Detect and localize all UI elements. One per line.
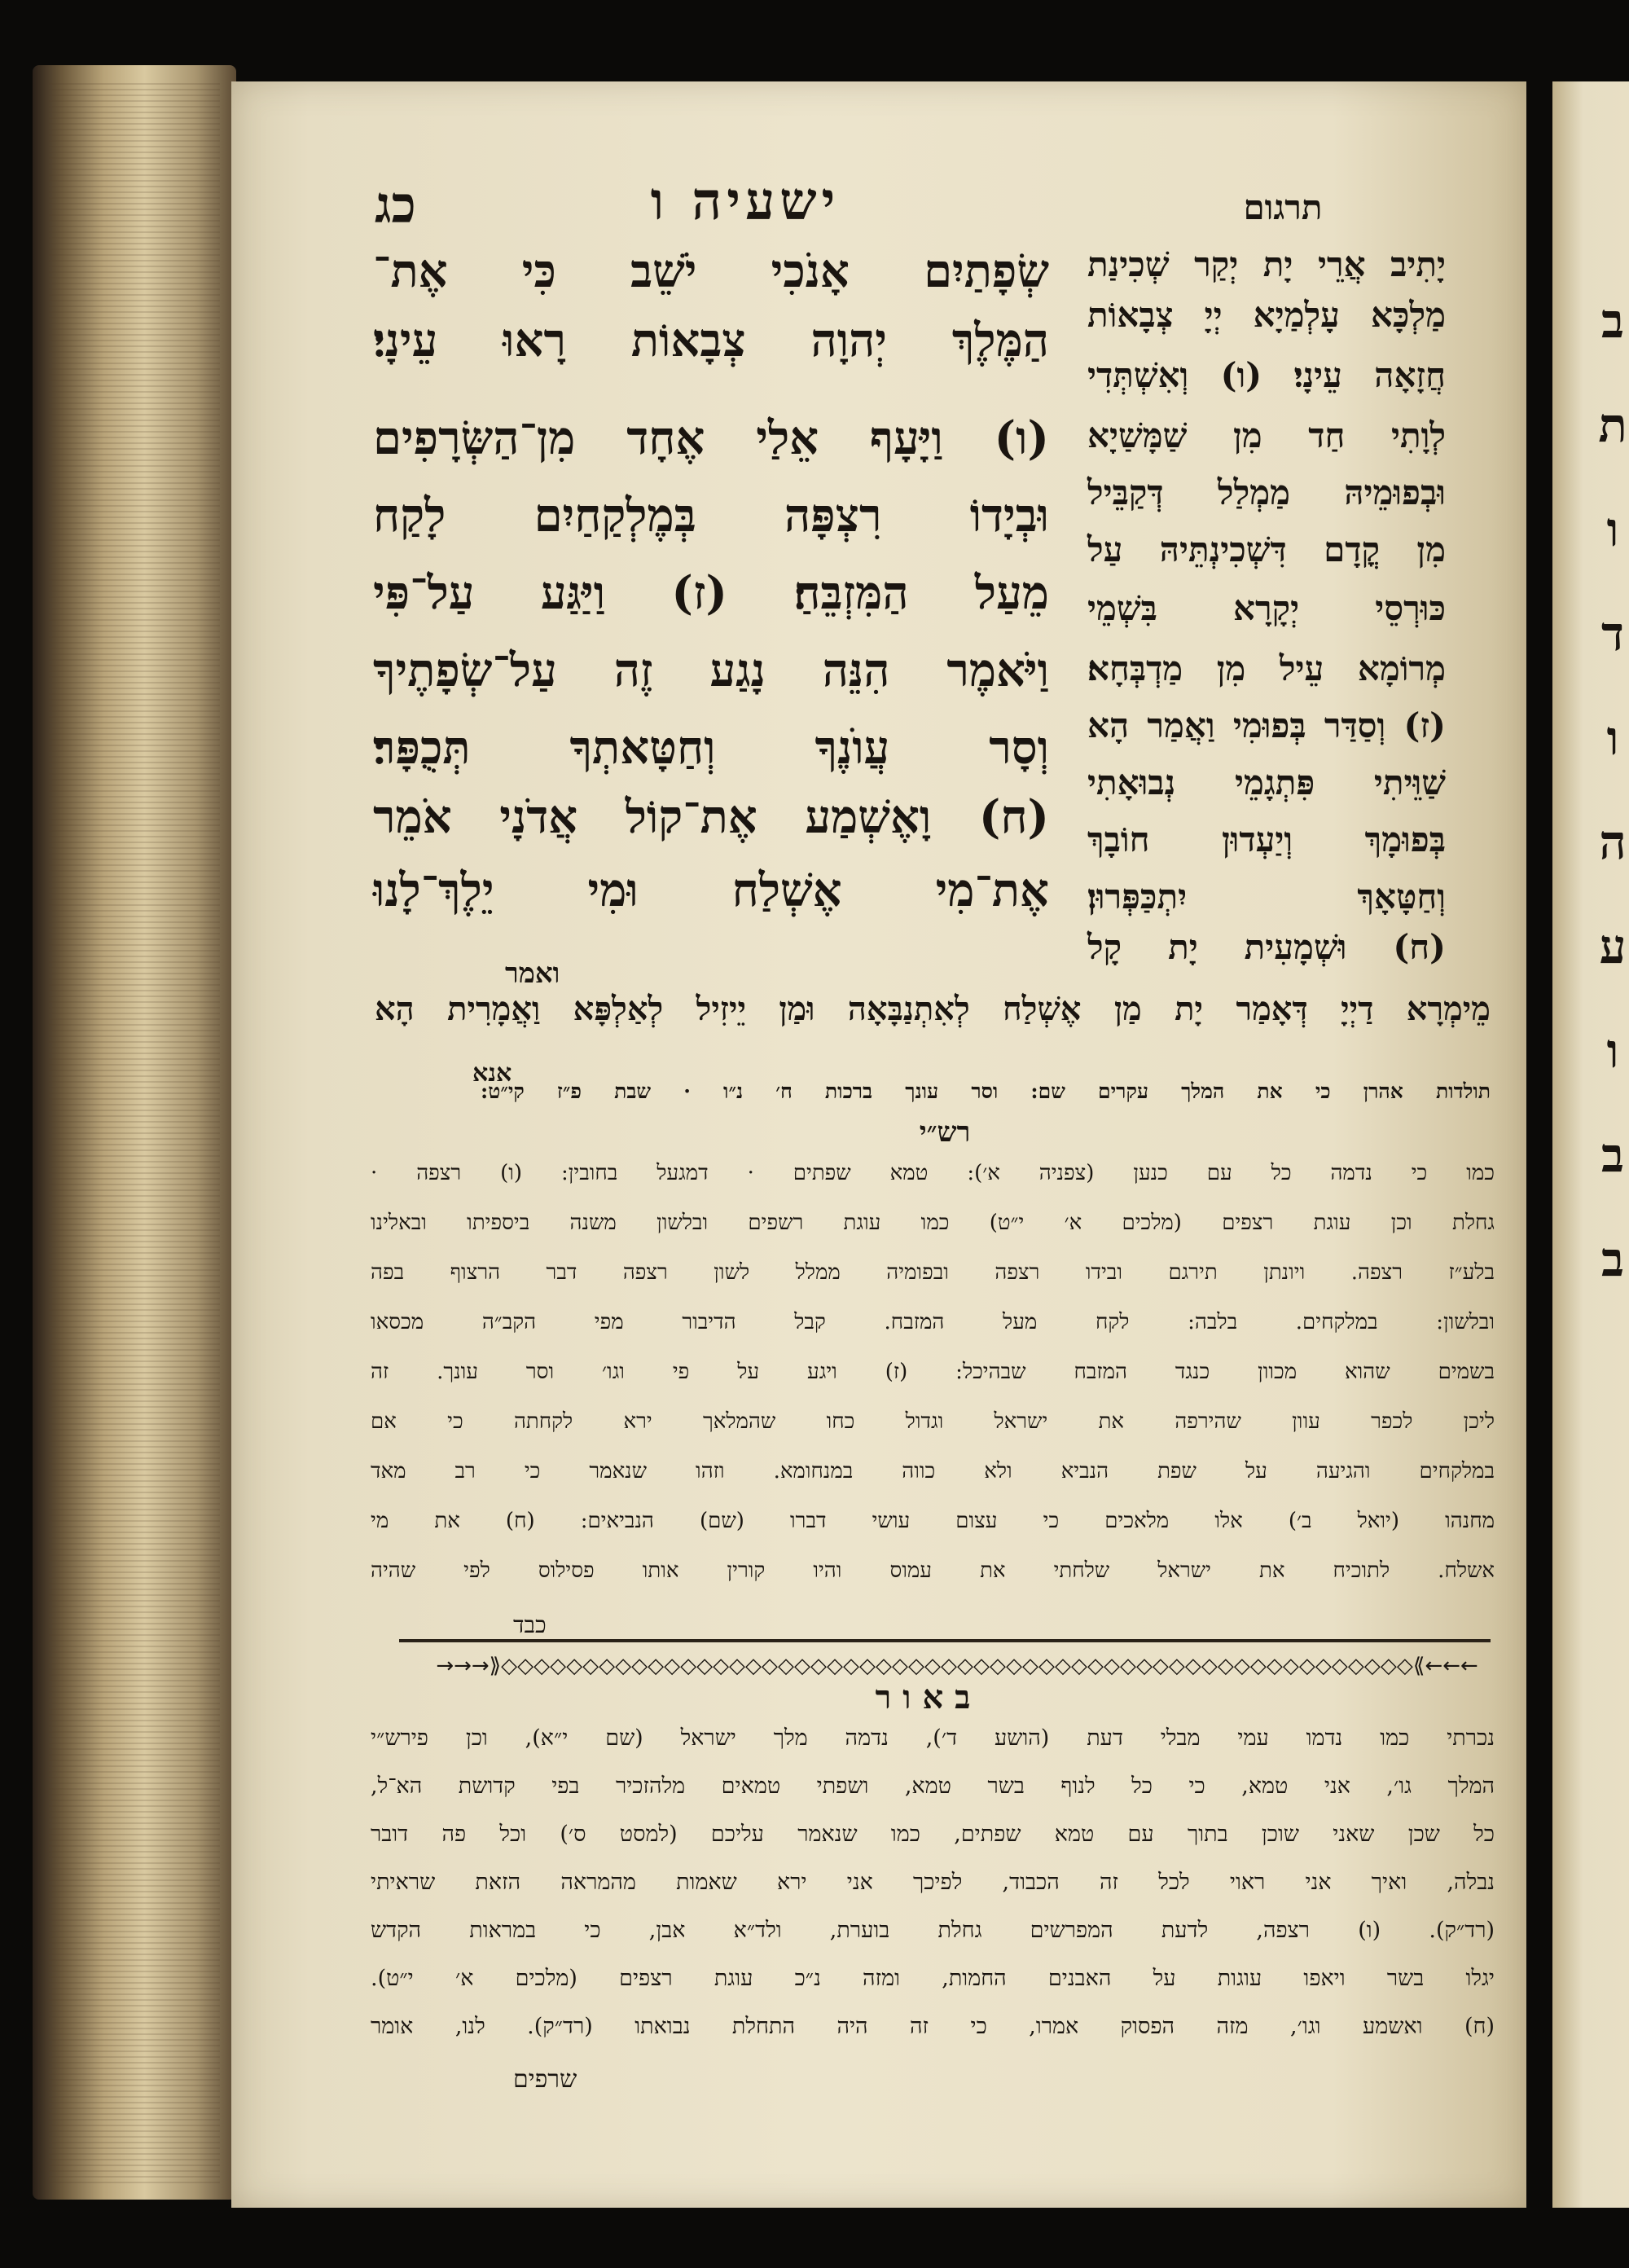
rashi-line: בלע״ז רצפה. ויונתן תירגם ובידו רצפה ובפומיה ממלל לשון רצפה דבר הרצוף בפה — [371, 1260, 1495, 1285]
targum-line: כּוּרְסֵי יְקָרָא בִּשְׁמֵי — [1087, 588, 1446, 628]
book-edge-lines — [49, 81, 220, 2183]
facing-letter: ב — [1601, 1127, 1624, 1183]
targum-line: חֲזָאָה עֵינָי׃ (ו) וְאִשְׁתְּדִי — [1087, 355, 1446, 395]
rashi-heading: רש״י — [919, 1116, 971, 1149]
targum-line: לְוָתִי חַד מִן שַׁמָּשַׁיָא — [1087, 415, 1446, 455]
rashi-line: במלקחים והגיעה על שפת הנביא ולא כווה במנחומא. וזהו שנאמר כי רב מאד — [371, 1459, 1495, 1483]
targum-line: מְרוֹמָא עֵיל מִן מַדְבְּחָא׃ — [1087, 648, 1446, 688]
biur-line: כל שכן שאני שוכן בתוך עם טמא שפתים, כמו שנאמר עליכם (למסט ס׳) וכל פה דובר — [371, 1822, 1495, 1847]
targum-catchword: אנא — [472, 1059, 512, 1088]
scripture-line: אֶת־מִי אֶשְׁלַח וּמִי יֵלֶךְ־לָנוּ — [373, 864, 1049, 917]
rashi-line: בשמים שהוא מכוון כנגד המזבח שבהיכל: (ז) ויגע על פי וגו׳ וסר עונך. זה — [371, 1360, 1495, 1384]
targum-heading: תרגום — [1243, 187, 1323, 227]
facing-letter: ד — [1601, 606, 1624, 662]
facing-letter: ו — [1606, 502, 1619, 557]
rashi-line: ובלשון: במלקחים. בלבה: לקח מעל המזבח. קבל הדיבור מפי הקב״ה מכסאו — [371, 1310, 1495, 1334]
book-title: ישעיה ו — [650, 171, 841, 232]
biur-line: נבלה, ואיך אני ראוי לכל זה הכבוד, לפיכך אני ירא שאמות מהמראה הזאת שראיתי — [371, 1870, 1495, 1895]
rashi-line: גחלת וכן עוגת רצפים (מלכים א׳ י״ט) כמו עוגת רשפים ובלשון משנה ביספיתו ובאלינו — [371, 1211, 1495, 1235]
scripture-line: (ו) וַיָּעָף אֵלַי אֶחָד מִן־הַשְּׂרָפִים — [373, 411, 1049, 465]
ornament-border: →→→⟫◇◇◇◇◇◇◇◇◇◇◇◇◇◇◇◇◇◇◇◇◇◇◇◇◇◇◇◇◇◇◇◇◇◇◇◇◇◇◇◇◇◇◇◇◇◇◇◇◇◇◇◇◇◇◇◇⟪←←← — [436, 1654, 1478, 1678]
biur-heading: באור — [875, 1678, 982, 1716]
rashi-line: ליכן לכפר עוון שהירפה את ישראל וגדול כחו שהמלאך ירא לקחתה כי אם — [371, 1409, 1495, 1434]
targum-line: (ח) וּשְׁמָעִית יָת קָל — [1087, 927, 1446, 967]
section-divider — [399, 1639, 1491, 1642]
targum-line: וְחַטָּאָךְ יִתְכַּפְּרוּן׃ — [1087, 877, 1446, 916]
scripture-line: מֵעַל הַמִּזְבֵּחַ׃ (ז) וַיַּגַּע עַל־פִּי — [373, 566, 1049, 620]
biur-line: (ח) ואשמע וגו׳, מזה הפסוק אמרו, כי זה היה התחלת נבואתו (רד״ק). לנו, אומר — [371, 2014, 1495, 2039]
rashi-catchword: כבד — [513, 1611, 547, 1638]
facing-page-letters — [1596, 269, 1629, 1312]
biur-line: יגלו בשר ויאפו עוגות על האבנים החמות, ומזה נ״כ עוגת רצפים (מלכים א׳ י״ט). — [371, 1966, 1495, 1991]
biur-line: נכרתי כמו נדמו עמי מבלי דעת (הושע ד׳), נדמה מלך ישראל (שם י״א), וכן פירש״י — [371, 1725, 1495, 1751]
scripture-line: שְׂפָתַיִם אָנֹכִי יֹשֵׁב כִּי אֶת־ — [373, 244, 1049, 298]
targum-line: בְּפוּמָךְ וְיַעְדוּן חוֹבָךְ — [1087, 820, 1446, 859]
targum-line: יָתִיב אֲרֵי יָת יְקַר שְׁכִינַת — [1087, 244, 1446, 284]
rashi-line: כמו כי נדמה כל עם כנען (צפניה א׳): טמא שפתים · דמגעל בחובין: (ו) רצפה · — [371, 1161, 1495, 1185]
facing-letter: ת — [1598, 398, 1627, 453]
page-number: כג — [375, 175, 416, 235]
biur-line: (רד״ק). (ו) רצפה, לדעת המפרשים גחלת בוערת, ולד״א אבן, כי במראות הקדש — [371, 1918, 1495, 1943]
facing-letter: ב — [1601, 293, 1624, 349]
facing-letter: ו — [1606, 710, 1619, 766]
targum-line: (ז) וְסַדַּר בְּפוּמִי וַאֲמַר הָא — [1087, 705, 1446, 745]
scripture-line: וַיֹּאמֶר הִנֵּה נָגַע זֶה עַל־שְׂפָתֶיךָ — [373, 644, 1049, 697]
scripture-line: (ח) וָאֶשְׁמַע אֶת־קוֹל אֲדֹנָי אֹמֵר — [373, 790, 1049, 844]
targum-line: שַׁוֵּיתִי פִּתְגָמֵי נְבוּאָתִי — [1087, 763, 1446, 802]
facing-letter: ע — [1599, 919, 1627, 974]
rashi-line: מחנהו (יואל ב׳) אלו מלאכים כי עצום עושי דברו (שם) הנביאים: (ח) את מי — [371, 1509, 1495, 1533]
scripture-line: וְסָר עֲוֺנֶךָ וְחַטָּאתְךָ תְּכֻפָּר׃ — [373, 721, 1049, 775]
scripture-line: הַמֶּלֶךְ יְהוָה צְבָאוֹת רָאוּ עֵינָי׃ — [373, 314, 1049, 367]
scripture-catchword: ואמר — [505, 957, 560, 990]
targum-line: וּבְפוּמֵיהּ מַמְלַל דְּקַבֵּיל — [1087, 472, 1446, 512]
toldot-aharon-line: תולדות אהרן כי את המלך עקרים שם: וסר עונך ברכות ח׳ נ״ו · שבת פ״ז קי״ט: — [481, 1079, 1491, 1103]
facing-letter: ו — [1606, 1023, 1619, 1079]
facing-letter: ב — [1601, 1232, 1624, 1287]
rashi-line: אשלח. לתוכיח את ישראל שלחתי את עמוס והיו קורין אותו פסילוס לפי שהיה — [371, 1558, 1495, 1583]
targum-continuation-line: מֵימְרָא דַיְיָ דְּאָמַר יָת מַן אֶשְׁלַח לְאִתְנַבָּאָה וּמַן יֵיזִיל לְאַלְפָּא וַאֲמָרִית הָא — [375, 990, 1491, 1028]
biur-catchword: שרפים — [513, 2065, 577, 2094]
biur-line: המלך גו׳, אני טמא, כי כל לנוף בשר טמא, ושפתי טמאים מלהזכיר בפי קדושת הא־ל, — [371, 1774, 1495, 1799]
targum-line: מַלְכָּא עָלְמַיָא יְיָ צְבָאוֹת — [1087, 295, 1446, 335]
facing-letter: ה — [1599, 815, 1627, 870]
scripture-line: וּבְיָדוֹ רִצְפָּה בְּמֶלְקַחַיִם לָקַח — [373, 489, 1049, 543]
targum-line: מִן קֳדָם דִּשְׁכִינְתֵּיהּ עַל — [1087, 530, 1446, 569]
